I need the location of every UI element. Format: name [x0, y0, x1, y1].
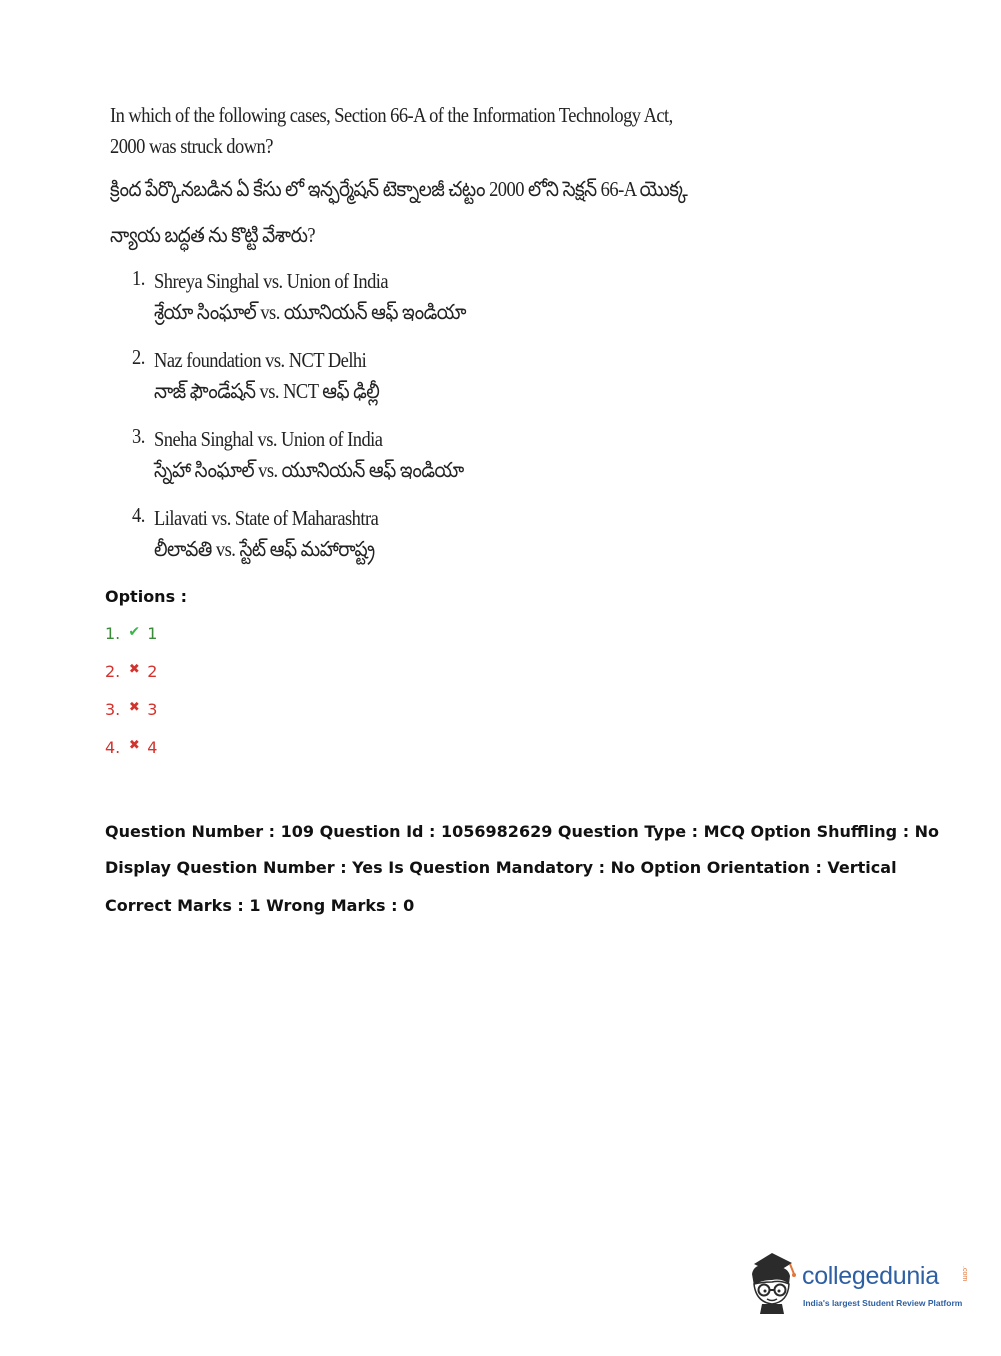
option-telugu: శ్రేయా సింఘాల్ vs. యూనియన్ ఆఫ్ ఇండియా [154, 300, 466, 324]
option-english: Naz foundation vs. NCT Delhi [154, 348, 367, 372]
answer-choices [105, 624, 157, 776]
check-icon: ✔ [128, 624, 141, 640]
question-metadata [105, 822, 939, 932]
choice-3 [105, 700, 157, 738]
question-option-list [110, 266, 638, 565]
cross-icon: ✖ [128, 738, 140, 753]
cross-icon: ✖ [128, 700, 140, 715]
choice-2 [105, 662, 157, 700]
logo-tagline: India's largest Student Review Platform [803, 1298, 963, 1308]
option-english: Sneha Singhal vs. Union of India [154, 427, 383, 451]
question-option [110, 424, 638, 486]
meta-line-3: Correct Marks : 1 Wrong Marks : 0 [105, 896, 415, 915]
choice-value: 1 [147, 624, 158, 643]
logo-name: collegedunia [802, 1262, 939, 1290]
option-number: 3. [132, 424, 145, 448]
option-number: 4. [132, 503, 145, 527]
question-text-english: In which of the following cases, Section 66-A of the Information Technology Act, 2000 was struck down? [110, 103, 673, 158]
option-english: Lilavati vs. State of Maharashtra [154, 506, 379, 530]
choice-value: 2 [147, 662, 158, 681]
choice-number: 4. [105, 738, 121, 757]
option-number: 2. [132, 345, 145, 369]
question-text-telugu: క్రింద పేర్కొనబడిన ఏ కేసు లో ఇన్ఫర్మేషన్ టెక్నాలజీ చట్టం 2000 లోని సెక్షన్ 66-A యొక్క న్యాయ బద్ధత ను కొట్టి వేశారు? [110, 177, 688, 247]
collegedunia-logo [742, 1252, 972, 1316]
option-number: 1. [132, 266, 145, 290]
choice-4 [105, 738, 157, 776]
cross-icon: ✖ [128, 662, 140, 677]
choice-1 [105, 624, 157, 662]
option-telugu: స్నేహా సింఘాల్ vs. యూనియన్ ఆఫ్ ఇండియా [154, 458, 464, 482]
choice-number: 3. [105, 700, 121, 719]
meta-line-2: Display Question Number : Yes Is Question Mandatory : No Option Orientation : Vertical [105, 858, 897, 877]
question-option [110, 266, 638, 328]
choice-number: 1. [105, 624, 121, 643]
choice-value: 3 [147, 700, 158, 719]
mascot-icon [742, 1252, 802, 1316]
option-telugu: లీలావతి vs. స్టేట్ ఆఫ్ మహారాష్ట్ర [154, 537, 375, 561]
question-option [110, 503, 638, 565]
question-image [110, 100, 688, 586]
option-telugu: నాజ్ ఫౌండేషన్ vs. NCT ఆఫ్ ఢిల్లీ [154, 379, 380, 403]
logo-suffix: .com [961, 1266, 968, 1282]
option-english: Shreya Singhal vs. Union of India [154, 269, 389, 293]
options-heading: Options : [105, 587, 188, 606]
choice-value: 4 [147, 738, 158, 757]
meta-line-1: Question Number : 109 Question Id : 1056982629 Question Type : MCQ Option Shuffling : No [105, 822, 940, 841]
choice-number: 2. [105, 662, 121, 681]
question-option [110, 345, 638, 407]
